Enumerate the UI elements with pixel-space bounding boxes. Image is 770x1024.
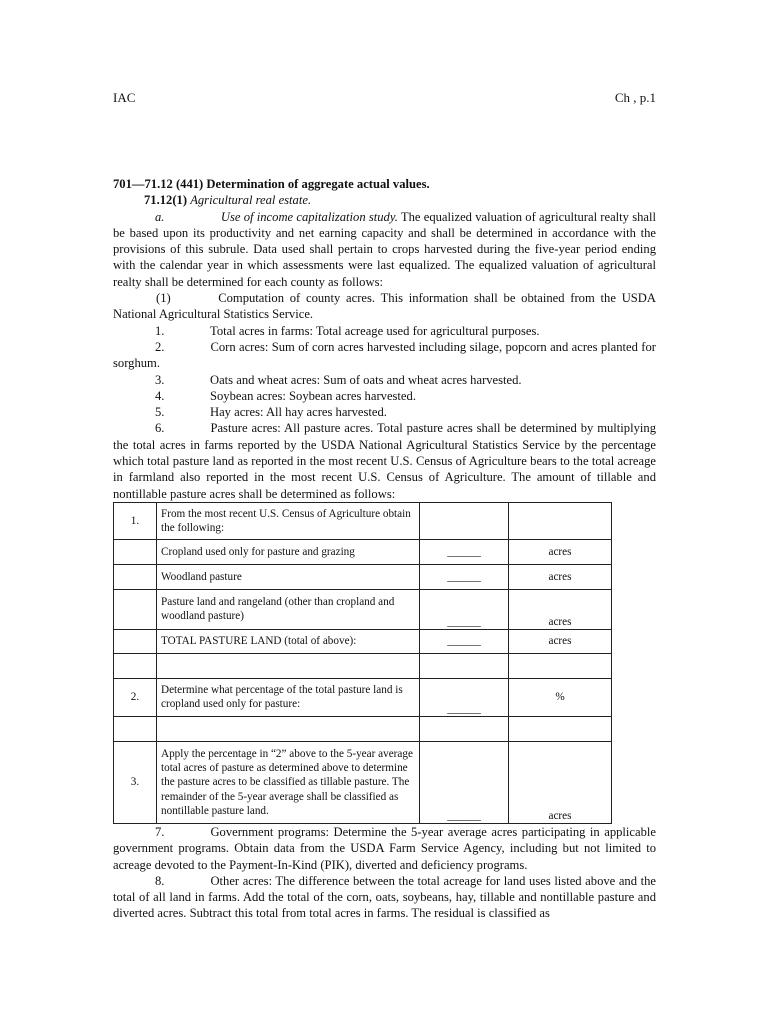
list-item xyxy=(113,873,656,922)
list-item-number: 3. xyxy=(155,372,165,387)
item-list-continued xyxy=(113,824,656,922)
table-cell-blank: ______ xyxy=(420,539,509,564)
subrule-heading xyxy=(113,192,656,208)
list-item-text: Other acres: The difference between the total acreage for land uses listed above and the total of all land in farms. Add the total of the corn, oats, soybeans, hay, tillable and nontillable pasture and diverted acres. Subtract this total from total acres in farms. The residual is classified as xyxy=(113,873,656,921)
paragraph-1 xyxy=(113,290,656,323)
table-row-number: 2. xyxy=(114,678,157,716)
table-cell-blank: ______ xyxy=(420,589,509,629)
list-item-number: 7. xyxy=(155,824,165,839)
subrule-number: 71.12(1) xyxy=(144,193,188,208)
list-item-number: 6. xyxy=(155,421,165,436)
list-item xyxy=(113,420,656,501)
list-item-text: Oats and wheat acres: Sum of oats and wheat acres harvested. xyxy=(210,372,522,387)
table-cell-text: From the most recent U.S. Census of Agriculture obtain the following: xyxy=(157,502,420,539)
table-cell-blank: ______ xyxy=(420,564,509,589)
running-header-right: Ch , p.1 xyxy=(614,90,656,105)
list-item xyxy=(113,323,656,339)
table-cell-blank: ______ xyxy=(420,741,509,823)
list-item xyxy=(113,388,656,404)
list-item-text: Hay acres: All hay acres harvested. xyxy=(210,405,387,420)
table-cell-unit: acres xyxy=(509,629,612,653)
list-item-number: 8. xyxy=(155,873,165,888)
table-cell-unit: acres xyxy=(509,539,612,564)
paragraph-a-label: a. xyxy=(155,209,165,224)
list-item-number: 4. xyxy=(155,388,165,403)
paragraph-1-label: (1) xyxy=(156,291,171,306)
running-header-left: IAC xyxy=(113,90,136,105)
table-row-number: 3. xyxy=(114,741,157,823)
list-item-text: Soybean acres: Soybean acres harvested. xyxy=(210,388,416,403)
table-cell-text: Apply the percentage in “2” above to the 5-year average total acres of pasture as determined above to determine the pasture acres to be classified as tillable pasture. The remainder of the 5-year average shall be classified as nontillable pasture land. xyxy=(157,741,420,823)
list-item-text: Total acres in farms: Total acreage used for agricultural purposes. xyxy=(210,323,540,338)
list-item-text: Corn acres: Sum of corn acres harvested including silage, popcorn and acres planted for sorghum. xyxy=(113,339,656,371)
list-item xyxy=(113,339,656,372)
item-list xyxy=(113,323,656,502)
table-cell-blank: ______ xyxy=(420,629,509,653)
table-row-number: 1. xyxy=(114,502,157,539)
paragraph-1-text: Computation of county acres. This information shall be obtained from the USDA National Agricultural Statistics Service. xyxy=(113,291,656,322)
table-cell-unit: acres xyxy=(509,589,612,629)
document-body xyxy=(113,176,656,922)
table-cell-text: Determine what percentage of the total pasture land is cropland used only for pasture: xyxy=(157,678,420,716)
section-title: 701—71.12 (441) Determination of aggregate actual values. xyxy=(113,177,430,191)
paragraph-a-title: Use of income capitalization study. xyxy=(220,209,398,224)
list-item-text: Government programs: Determine the 5-year average acres participating in applicable government programs. Obtain data from the USDA Farm Service Agency, including but not limited to acreage devoted to the Payment-In-Kind (PIK), diverted and deficiency programs. xyxy=(113,824,656,872)
table-cell-text: Woodland pasture xyxy=(157,564,420,589)
pasture-calculation-table xyxy=(113,502,612,824)
subrule-title: Agricultural real estate. xyxy=(190,193,312,208)
list-item xyxy=(113,404,656,420)
table-cell-blank: ______ xyxy=(420,678,509,716)
list-item xyxy=(113,372,656,388)
list-item-number: 2. xyxy=(155,339,165,354)
table-cell-unit: % xyxy=(509,678,612,716)
list-item xyxy=(113,824,656,873)
table-cell-unit: acres xyxy=(509,741,612,823)
table-cell-unit: acres xyxy=(509,564,612,589)
table-cell-text: Cropland used only for pasture and grazing xyxy=(157,539,420,564)
list-item-number: 1. xyxy=(155,323,165,338)
paragraph-a-text: The equalized valuation of agricultural realty shall be based upon its productivity and net earning capacity and shall be determined in accordance with the provisions of this subrule. Data used shall pertain to crops harvested during the five-year period ending with the calendar year in which assessments were last equalized. The equalized valuation of agricultural realty shall be determined for each county as follows: xyxy=(113,209,656,289)
table-cell-text: TOTAL PASTURE LAND (total of above): xyxy=(157,629,420,653)
list-item-text: Pasture acres: All pasture acres. Total pasture acres shall be determined by multiplying the total acres in farms reported by the USDA National Agricultural Statistics Service by the percentage which total pasture land as reported in the most recent U.S. Census of Agriculture bears to the total acreage in farmland also reported in the most recent U.S. Census of Agriculture. The amount of tillable and nontillable pasture acres shall be determined as follows: xyxy=(113,421,656,501)
list-item-number: 5. xyxy=(155,405,165,420)
table-cell-text: Pasture land and rangeland (other than cropland and woodland pasture) xyxy=(157,589,420,629)
paragraph-a xyxy=(113,209,656,290)
